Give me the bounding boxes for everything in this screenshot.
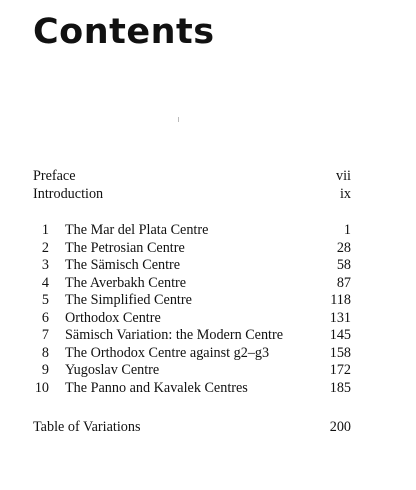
chapter-page: 118: [330, 292, 351, 308]
toc-chapter-row[interactable]: [33, 275, 351, 293]
toc-entry-title: Introduction: [33, 185, 104, 202]
chapter-number: 7: [41, 327, 49, 343]
chapter-title: The Averbakh Centre: [65, 274, 187, 291]
back-matter-list: [33, 419, 351, 437]
chapter-title: The Sämisch Centre: [65, 257, 181, 273]
chapter-page: 87: [336, 274, 351, 291]
chapter-number: 8: [41, 344, 49, 361]
chapter-page: 172: [329, 362, 351, 378]
chapter-title: The Simplified Centre: [65, 292, 192, 308]
chapter-number: 3: [41, 257, 49, 273]
chapter-number: 10: [34, 379, 49, 396]
chapter-number: 9: [41, 362, 49, 378]
toc-chapter-row[interactable]: [33, 240, 351, 258]
toc-chapter-row[interactable]: [33, 362, 351, 380]
toc-entry-page: 200: [329, 419, 351, 435]
chapter-title: Sämisch Variation: the Modern Centre: [65, 327, 284, 343]
chapter-title: The Petrosian Centre: [65, 239, 185, 256]
toc-chapter-row[interactable]: [33, 380, 351, 398]
chapter-page: 1: [343, 222, 351, 238]
toc-entry-title: Table of Variations: [33, 419, 141, 435]
toc-entry-title: Preface: [33, 168, 76, 184]
chapter-page: 58: [336, 257, 351, 273]
chapter-title: The Mar del Plata Centre: [65, 222, 209, 238]
chapter-number: 1: [41, 222, 49, 238]
toc-entry-introduction[interactable]: [33, 186, 351, 204]
front-matter-list: [33, 168, 351, 203]
toc-chapter-row[interactable]: [33, 327, 351, 345]
chapter-number: 6: [41, 309, 49, 326]
toc-chapter-row[interactable]: [33, 257, 351, 275]
toc-chapter-row[interactable]: [33, 310, 351, 328]
toc-entry-preface[interactable]: [33, 168, 351, 186]
toc-entry-page: ix: [339, 185, 351, 202]
chapter-page: 158: [329, 344, 351, 361]
chapter-title: Yugoslav Centre: [65, 362, 160, 378]
chapter-number: 2: [41, 239, 49, 256]
chapter-title: The Panno and Kavalek Centres: [65, 379, 248, 396]
chapter-page: 131: [329, 309, 351, 326]
chapter-page: 145: [329, 327, 351, 343]
chapter-number: 4: [41, 274, 49, 291]
toc-chapter-row[interactable]: [33, 345, 351, 363]
chapter-page: 28: [336, 239, 351, 256]
chapter-number: 5: [41, 292, 49, 308]
page-title: Contents: [33, 12, 215, 52]
toc-chapter-row[interactable]: [33, 222, 351, 240]
toc-chapter-row[interactable]: [33, 292, 351, 310]
toc-entry-table-of-variations[interactable]: [33, 419, 351, 437]
chapter-page: 185: [329, 379, 351, 396]
chapter-list: [33, 222, 351, 397]
chapter-title: The Orthodox Centre against g2–g3: [65, 344, 270, 361]
chapter-title: Orthodox Centre: [65, 309, 161, 326]
toc-entry-page: vii: [336, 168, 351, 184]
scan-mark: [178, 117, 179, 122]
